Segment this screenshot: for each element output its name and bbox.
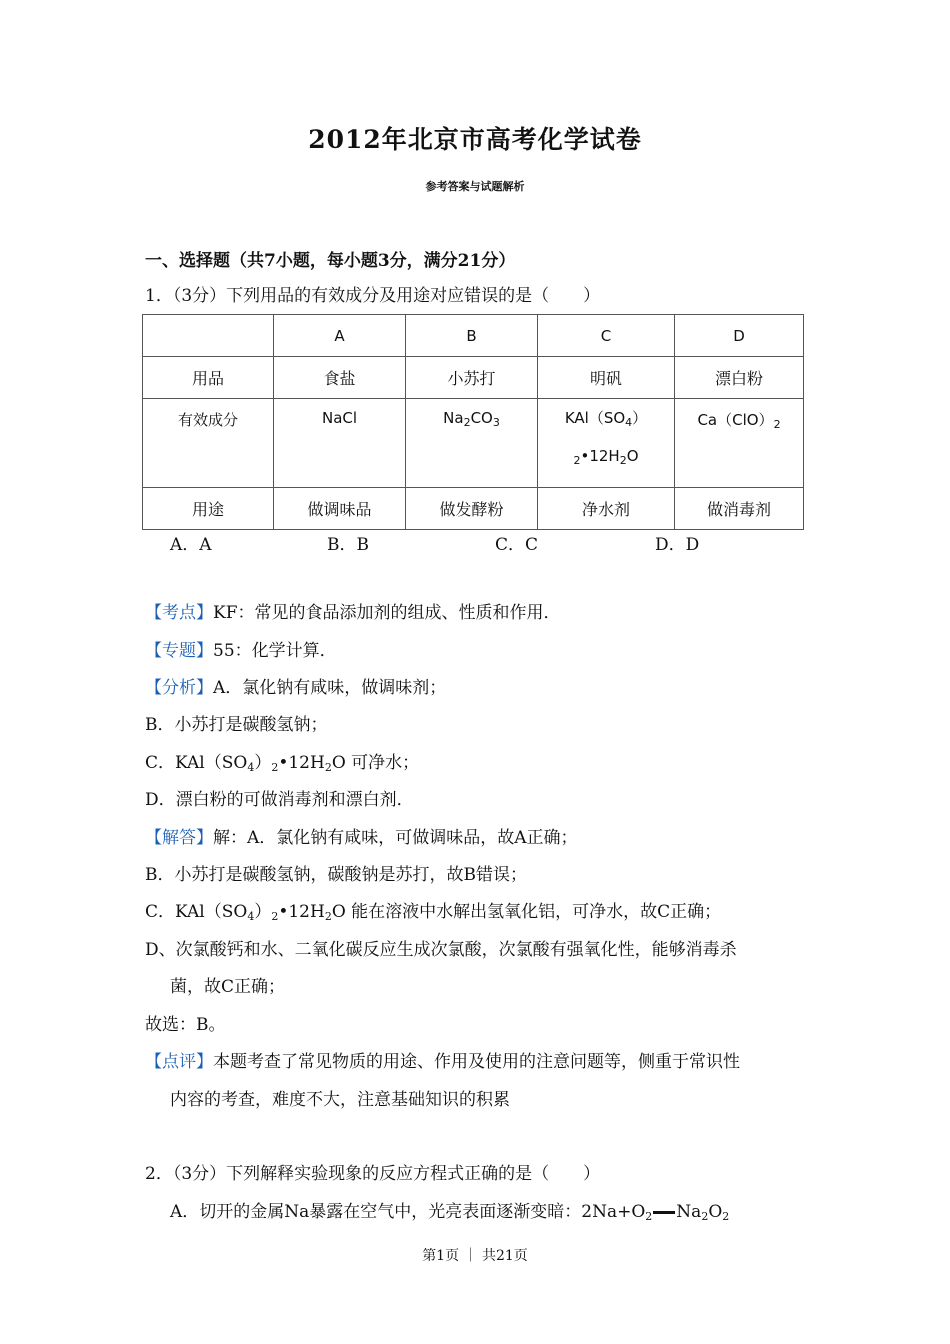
formula-ca-clo2: $Ca(ClO)_2$ (697, 411, 781, 431)
jieda-b: B．小苏打是碳酸氢钠，碳酸钠是苏打，故B错误； (145, 865, 527, 885)
page-footer: 第1页 ｜ 共21页 (422, 1248, 528, 1264)
choice-c[interactable]: C．C (495, 535, 539, 555)
jieda-d1: D、次氯酸钙和水、二氧化碳反应生成次氯酸，次氯酸有强氧化性，能够消毒杀 (145, 940, 737, 960)
table-cell: 有效成分 (143, 399, 274, 488)
table-row (143, 315, 804, 357)
table-cell: 小苏打 (406, 357, 538, 399)
question-1-stem: 1．（3分）下列用品的有效成分及用途对应错误的是（ ） (145, 286, 601, 306)
dianping-line: 【点评】本题考查了常见物质的用途、作用及使用的注意问题等，侧重于常识性 (145, 1052, 740, 1072)
table-row (143, 488, 804, 530)
jieda-c: C．$KAl(SO_4)_2•12H_2O$ 能在溶液中水解出氢氧化铝，可净水，故C正确； (145, 902, 722, 923)
table-cell: 做消毒剂 (675, 488, 804, 530)
table-cell: 做发酵粉 (406, 488, 538, 530)
equals-bar-icon (653, 1211, 675, 1214)
fenxi-c: C．$KAl(SO_4)_2•12H_2O$ 可净水； (145, 753, 420, 774)
fenxi-line: 【分析】A．氯化钠有咸味，做调味剂； (145, 678, 447, 698)
fenxi-d: D．漂白粉的可做消毒剂和漂白剂． (145, 790, 414, 810)
section-heading: 一、选择题（共7小题，每小题3分，满分21分） (145, 251, 516, 271)
table-cell: B (406, 315, 538, 357)
choice-b[interactable]: B．B (327, 535, 369, 555)
question-2-option-a[interactable]: A．切开的金属Na暴露在空气中，光亮表面逐渐变暗：$2Na+O_2$ $Na_2O_2$ (170, 1202, 730, 1223)
table-cell: C (538, 315, 675, 357)
table-cell (406, 399, 538, 488)
choice-d[interactable]: D．D (655, 535, 700, 555)
table-cell: 做调味品 (274, 488, 406, 530)
answer-line: 故选：B。 (145, 1015, 226, 1035)
question-2-stem: 2．（3分）下列解释实验现象的反应方程式正确的是（ ） (145, 1164, 601, 1184)
table-cell (538, 399, 675, 488)
table-row (143, 357, 804, 399)
dianping-line-2: 内容的考查，难度不大，注意基础知识的积累 (170, 1090, 510, 1110)
formula-na2co3: $Na_2CO_3$ (443, 409, 500, 429)
table-cell (274, 399, 406, 488)
table-cell: 食盐 (274, 357, 406, 399)
kaodian-line: 【考点】KF：常见的食品添加剂的组成、性质和作用． (145, 603, 561, 623)
table-cell: 用途 (143, 488, 274, 530)
table-cell: 用品 (143, 357, 274, 399)
table-cell: A (274, 315, 406, 357)
fenxi-b: B．小苏打是碳酸氢钠； (145, 715, 328, 735)
formula-alum: $KAl(SO_4)$ $_2•12H_2O$ (564, 409, 648, 467)
table-row (143, 399, 804, 488)
table-cell: D (675, 315, 804, 357)
choice-a[interactable]: A．A (170, 535, 212, 555)
jieda-d2: 菌，故C正确； (170, 977, 286, 997)
page-subtitle: 参考答案与试题解析 (425, 180, 525, 193)
formula-nacl: NaCl (321, 409, 358, 427)
table-cell: 明矾 (538, 357, 675, 399)
zhuanti-line: 【专题】55：化学计算． (145, 641, 337, 661)
page-title: 2012年北京市高考化学试卷 (308, 125, 642, 154)
jieda-line: 【解答】解：A．氯化钠有咸味，可做调味品，故A正确； (145, 828, 578, 848)
table-cell (143, 315, 274, 357)
options-table (142, 314, 804, 530)
table-cell: 净水剂 (538, 488, 675, 530)
table-cell (675, 399, 804, 488)
table-cell: 漂白粉 (675, 357, 804, 399)
